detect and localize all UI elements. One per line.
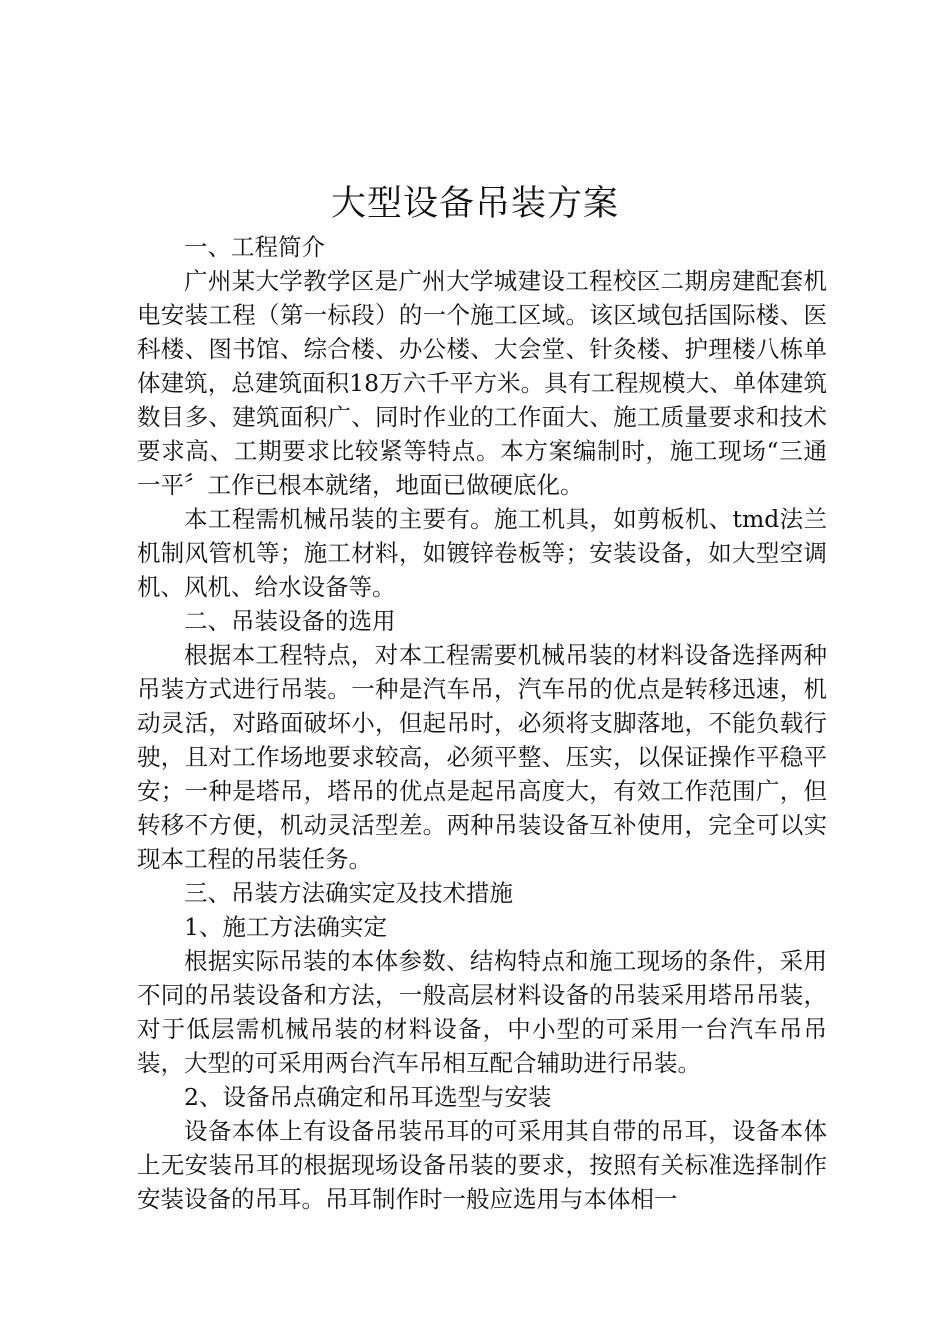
- paragraph-lifting-points: 设备本体上有设备吊装吊耳的可采用其自带的吊耳，设备本体上无安装吊耳的根据现场设备吊装的要求，按照有关标准选择制作安装设备的吊耳。吊耳制作时一般应选用与本体相一: [137, 1117, 827, 1213]
- paragraph-construction-method: 根据实际吊装的本体参数、结构特点和施工现场的条件，采用不同的吊装设备和方法，一般高层材料设备的吊装采用塔吊吊装，对于低层需机械吊装的材料设备，中小型的可采用一台汽车吊吊装，大型的可采用两台汽车吊相互配合辅助进行吊装。: [137, 947, 827, 1077]
- section-heading-methods: 三、吊装方法确实定及技术措施: [184, 879, 513, 907]
- document-title: 大型设备吊装方案: [330, 184, 619, 224]
- section-heading-equipment-selection: 二、吊装设备的选用: [184, 607, 396, 635]
- subsection-heading-construction-method: 1、施工方法确实定: [184, 913, 387, 941]
- section-heading-overview: 一、工程简介: [184, 233, 325, 261]
- paragraph-lifting-items: 本工程需机械吊装的主要有。施工机具，如剪板机、tmd法兰机制风管机等；施工材料，如镀锌卷板等；安装设备，如大型空调机、风机、给水设备等。: [137, 505, 827, 601]
- paragraph-project-intro: 广州某大学教学区是广州大学城建设工程校区二期房建配套机电安装工程（第一标段）的一个施工区域。该区域包括国际楼、医科楼、图书馆、综合楼、办公楼、大会堂、针灸楼、护理楼八栋单体建筑，总建筑面积18万六千平方米。具有工程规模大、单体建筑数目多、建筑面积广、同时作业的工作面大、施工质量要求和技术要求高、工期要求比较紧等特点。本方案编制时，施工现场“三通一平〞工作已根本就绪，地面已做硬底化。: [137, 267, 827, 499]
- subsection-heading-lifting-points: 2、设备吊点确定和吊耳选型与安装: [184, 1083, 552, 1111]
- document-body: [137, 230, 827, 1216]
- paragraph-equipment-selection: 根据本工程特点，对本工程需要机械吊装的材料设备选择两种吊装方式进行吊装。一种是汽车吊，汽车吊的优点是转移迅速，机动灵活，对路面破坏小，但起吊时，必须将支脚落地，不能负载行驶，且对工作场地要求较高，必须平整、压实，以保证操作平稳平安；一种是塔吊，塔吊的优点是起吊高度大，有效工作范围广，但转移不方便，机动灵活型差。两种吊装设备互补使用，完全可以实现本工程的吊装任务。: [137, 641, 827, 873]
